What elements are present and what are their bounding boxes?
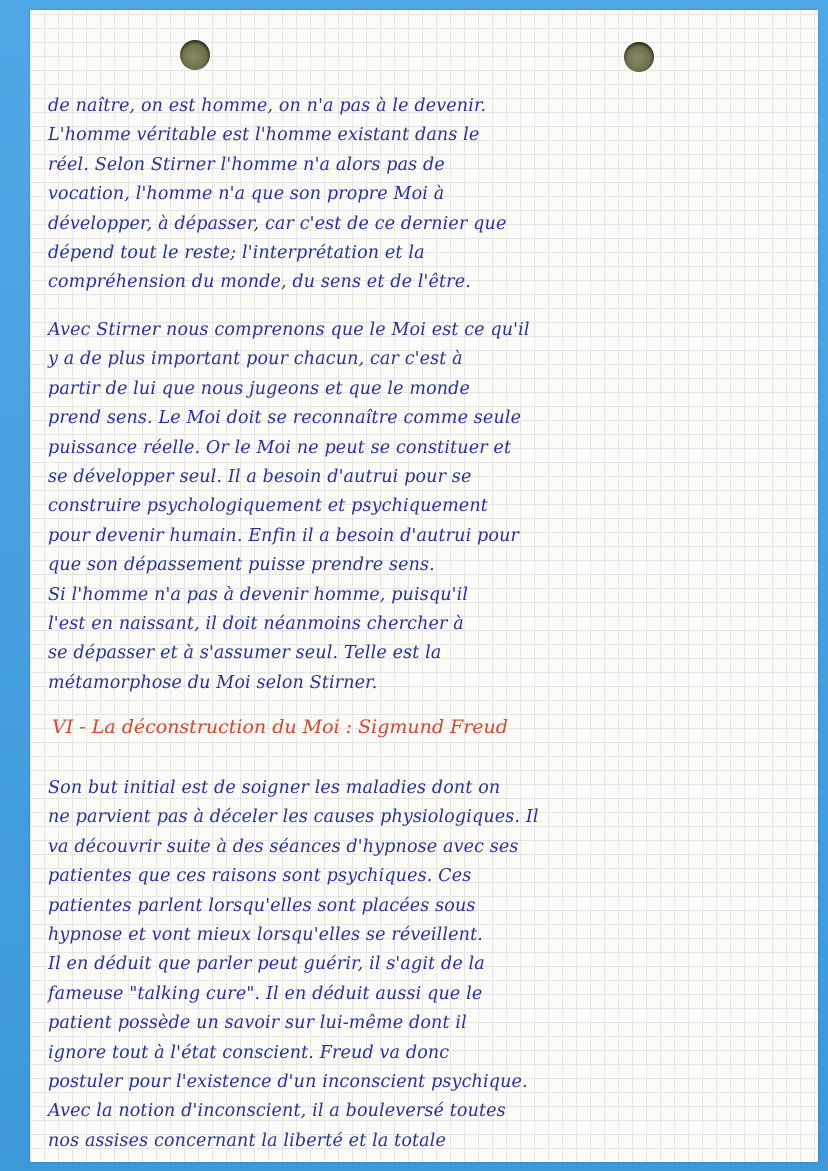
text-line: patientes parlent lorsqu'elles sont placées sous [48,895,476,916]
text-line: de naître, on est homme, on n'a pas à le devenir. [48,96,487,116]
text-line: développer, à dépasser, car c'est de ce dernier que [48,213,507,234]
text-line: nos assises concernant la liberté et la totale [48,1130,447,1151]
section-heading-freud: VI - La déconstruction du Moi : Sigmund Freud [52,716,508,738]
text-line: Son but initial est de soigner les maladies dont on [48,778,501,798]
text-line: se dépasser et à s'assumer seul. Telle est la [48,643,442,664]
text-line: que son dépassement puisse prendre sens. [48,555,435,576]
text-line: L'homme véritable est l'homme existant dans le [48,125,480,146]
text-line: pour devenir humain. Enfin il a besoin d'autrui pour [48,525,520,546]
paragraph-freud [48,774,808,1156]
text-line: compréhension du monde, du sens et de l'être. [48,272,471,293]
text-line: partir de lui que nous jugeons et que le monde [48,378,471,399]
text-line: ignore tout à l'état conscient. Freud va donc [48,1042,450,1063]
text-line: Il en déduit que parler peut guérir, il s'agit de la [48,954,485,975]
text-line: fameuse "talking cure". Il en déduit aussi que le [48,983,483,1004]
text-line: va découvrir suite à des séances d'hypnose avec ses [48,836,519,857]
text-line: dépend tout le reste; l'interprétation et la [48,242,425,263]
text-line: ne parvient pas à déceler les causes physiologiques. Il [48,807,539,828]
punch-hole-right [624,42,654,72]
text-line: y a de plus important pour chacun, car c'est à [48,349,463,370]
punch-hole-left [180,40,210,70]
paragraph-stirner-intro [48,92,808,298]
text-line: patient possède un savoir sur lui-même dont il [48,1013,467,1034]
paragraph-stirner-moi [48,316,808,698]
text-line: réel. Selon Stirner l'homme n'a alors pas de [48,154,445,175]
text-line: se développer seul. Il a besoin d'autrui pour se [48,466,472,487]
text-line: puissance réelle. Or le Moi ne peut se constituer et [48,437,512,458]
text-line: prend sens. Le Moi doit se reconnaître comme seule [48,408,522,429]
text-line: l'est en naissant, il doit néanmoins chercher à [48,613,464,634]
notebook-page [30,10,818,1162]
text-line: construire psychologiquement et psychiquement [48,496,488,517]
text-line: Avec Stirner nous comprenons que le Moi est ce qu'il [48,320,530,340]
text-line: patientes que ces raisons sont psychiques. Ces [48,866,472,887]
text-line: postuler pour l'existence d'un inconscient psychique. [48,1071,528,1092]
text-line: Si l'homme n'a pas à devenir homme, puisqu'il [48,584,469,605]
text-line: Avec la notion d'inconscient, il a bouleversé toutes [48,1101,506,1122]
text-line: vocation, l'homme n'a que son propre Moi à [48,184,445,205]
text-line: hypnose et vont mieux lorsqu'elles se réveillent. [48,924,483,945]
text-line: métamorphose du Moi selon Stirner. [48,672,378,693]
